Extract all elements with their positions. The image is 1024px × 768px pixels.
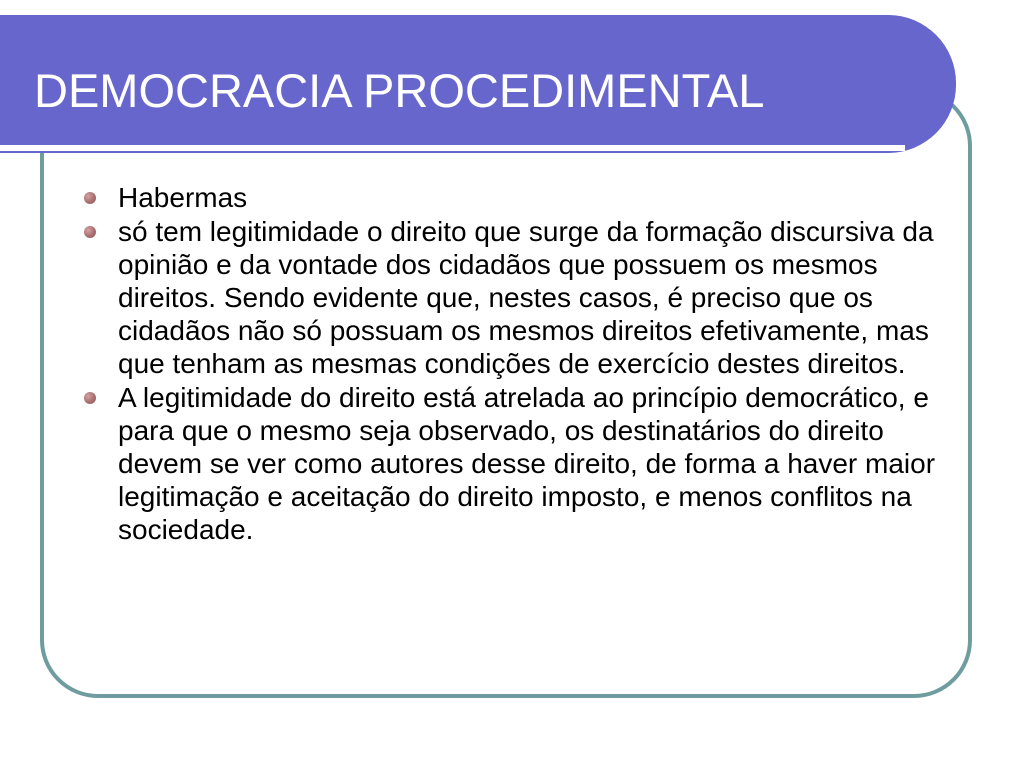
bullet-item-principio-democratico (84, 381, 944, 546)
bullet-text: A legitimidade do direito está atrelada ao princípio democrático, e para que o mesmo seja observado, os destinatários do direito devem se ver como autores desse direito, de forma a haver maior legitimação e aceitação do direito imposto, e menos conflitos na sociedade. (118, 382, 936, 545)
title-bar (0, 15, 956, 153)
bullet-item-legitimidade (84, 215, 944, 380)
slide-title: DEMOCRACIA PROCEDIMENTAL (34, 64, 765, 117)
bullet-list (84, 181, 944, 547)
bullet-dot-icon (84, 226, 96, 238)
bullet-dot-icon (84, 392, 96, 404)
bullet-dot-icon (84, 192, 96, 204)
bullet-item-habermas (84, 181, 944, 214)
bullet-text: Habermas (118, 182, 248, 213)
title-underline (0, 145, 905, 151)
bullet-text: só tem legitimidade o direito que surge da formação discursiva da opinião e da vontade dos cidadãos que possuem os mesmos direitos. Sendo evidente que, nestes casos, é preciso que os cidadãos não só possuam os mesmos direitos efetivamente, mas que tenham as mesmas condições de exercício destes direitos. (118, 216, 934, 379)
